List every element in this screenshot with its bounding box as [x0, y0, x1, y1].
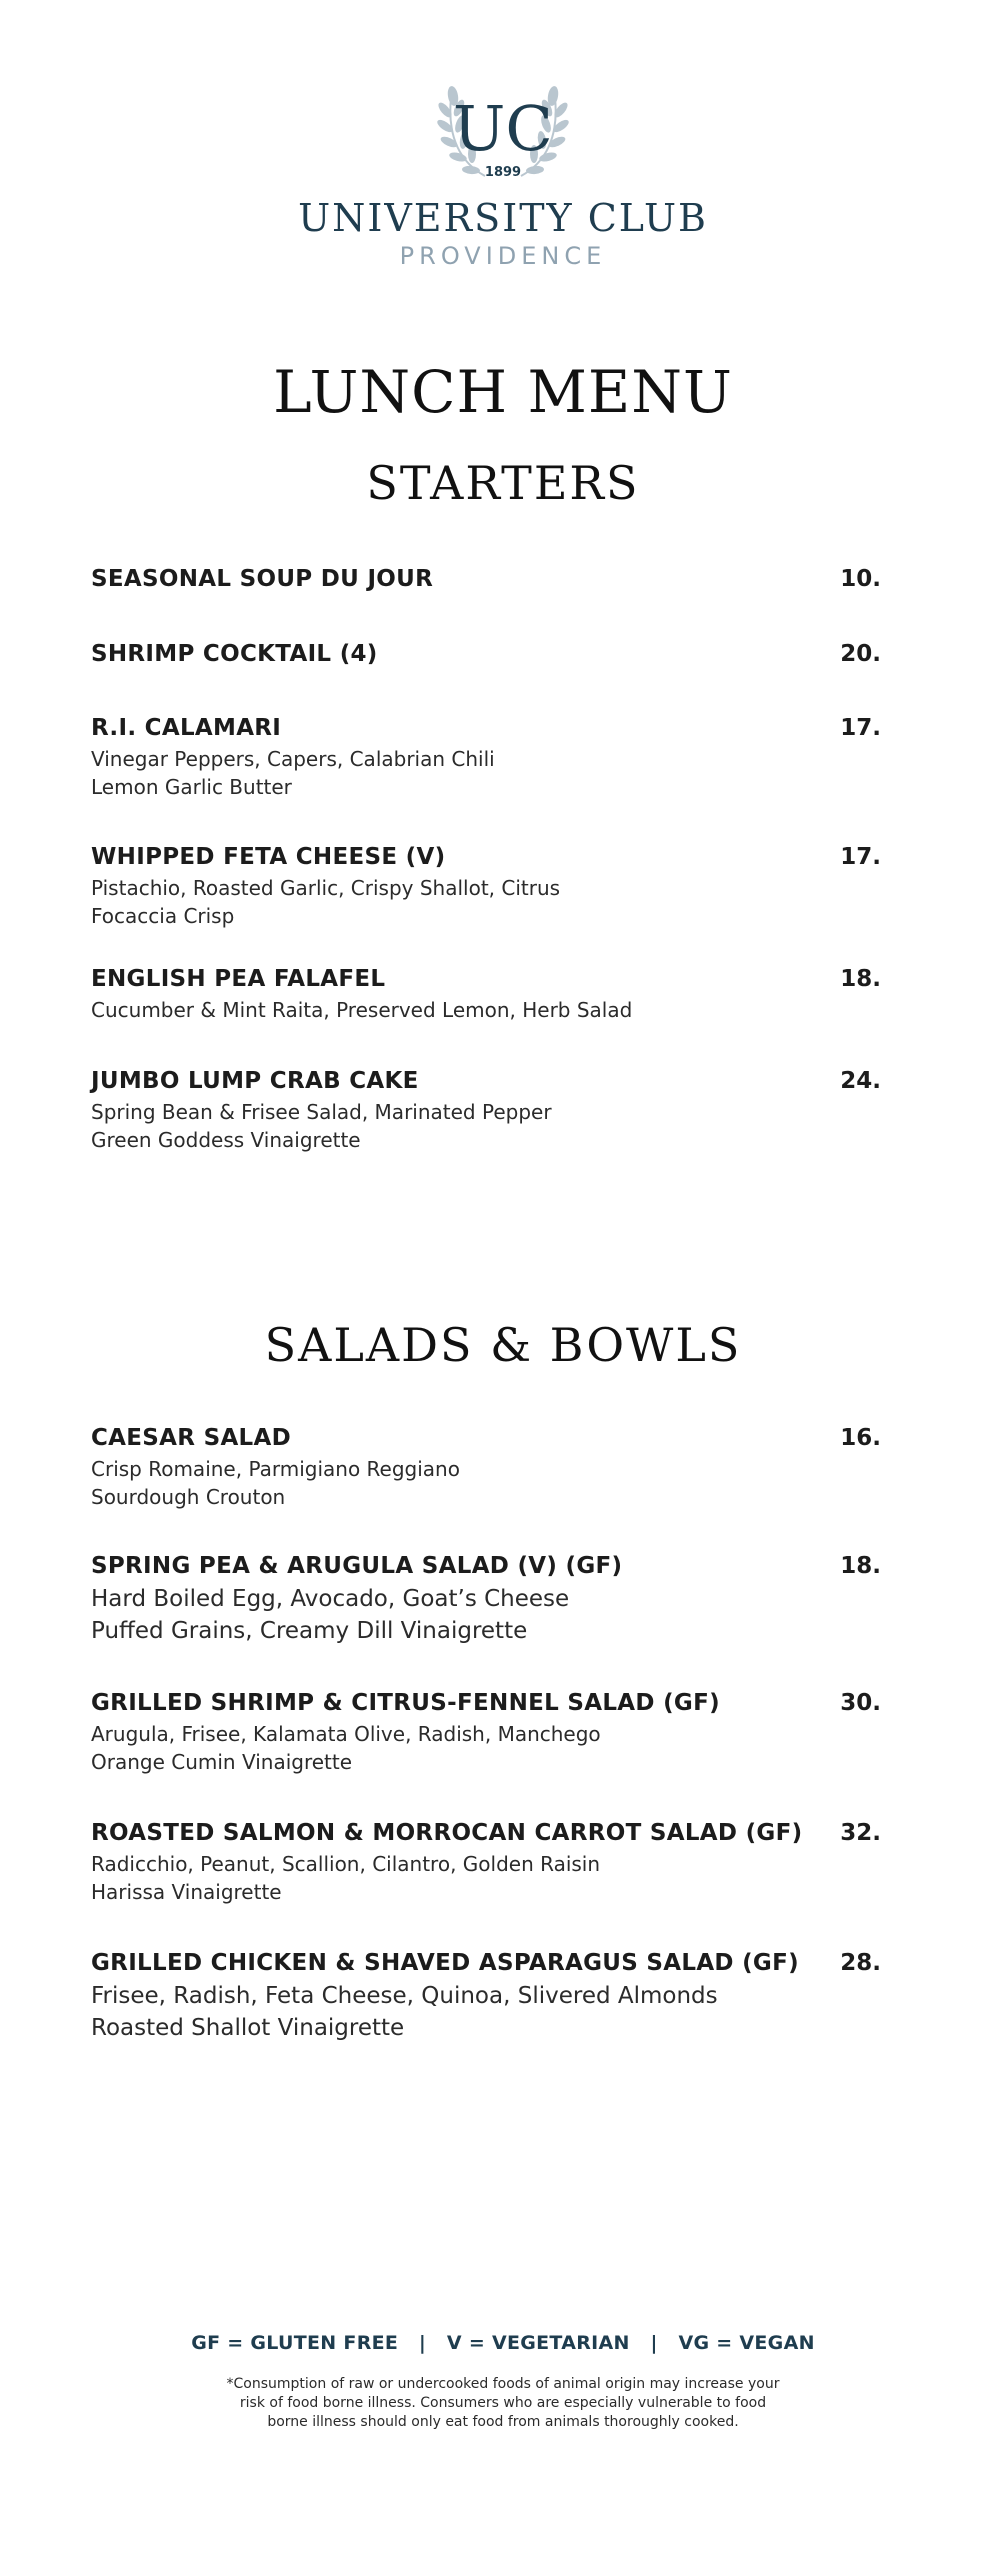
item-name: WHIPPED FETA CHEESE (V): [91, 844, 446, 870]
menu-title: LUNCH MENU: [273, 358, 733, 426]
menu-item: [91, 1690, 881, 1776]
svg-text:UC: UC: [453, 92, 553, 165]
food-safety-disclaimer: [193, 2375, 813, 2432]
item-description: Orange Cumin Vinaigrette: [91, 1750, 353, 1774]
item-description: Focaccia Crisp: [91, 904, 235, 928]
item-price: 28.: [840, 1950, 881, 1976]
item-name: SEASONAL SOUP DU JOUR: [91, 566, 434, 592]
item-description: Sourdough Crouton: [91, 1485, 286, 1509]
item-description: Vinegar Peppers, Capers, Calabrian Chili: [91, 747, 495, 771]
item-price: 18.: [840, 1553, 881, 1579]
disclaimer-line: *Consumption of raw or undercooked foods of animal origin may increase your: [226, 2376, 780, 2392]
item-description: Lemon Garlic Butter: [91, 775, 292, 799]
item-name: CAESAR SALAD: [91, 1425, 291, 1451]
menu-item: [91, 641, 881, 671]
logo-year: 1899: [484, 165, 522, 180]
item-price: 17.: [840, 715, 881, 741]
item-price: 20.: [840, 641, 881, 667]
item-name: GRILLED SHRIMP & CITRUS-FENNEL SALAD (GF): [91, 1690, 720, 1716]
item-price: 24.: [840, 1068, 881, 1094]
item-description: Hard Boiled Egg, Avocado, Goat’s Cheese: [91, 1586, 570, 1612]
menu-item: [91, 1068, 881, 1154]
menu-item: [91, 715, 881, 801]
item-description: Arugula, Frisee, Kalamata Olive, Radish, Manchego: [91, 1722, 601, 1746]
item-description: Cucumber & Mint Raita, Preserved Lemon, Herb Salad: [91, 998, 633, 1022]
disclaimer-line: borne illness should only eat food from animals thoroughly cooked.: [267, 2414, 739, 2430]
item-name: ROASTED SALMON & MORROCAN CARROT SALAD (GF): [91, 1820, 803, 1846]
item-price: 17.: [840, 844, 881, 870]
item-name: R.I. CALAMARI: [91, 715, 282, 741]
item-description: Harissa Vinaigrette: [91, 1880, 282, 1904]
disclaimer-line: risk of food borne illness. Consumers who are especially vulnerable to food: [239, 2395, 767, 2411]
item-price: 16.: [840, 1425, 881, 1451]
menu-item: [91, 1950, 881, 2044]
item-price: 32.: [840, 1820, 881, 1846]
dietary-legend: GF = GLUTEN FREE | V = VEGETARIAN | VG = VEGAN: [191, 2332, 815, 2354]
item-description: Crisp Romaine, Parmigiano Reggiano: [91, 1457, 460, 1481]
menu-item: [91, 966, 881, 1024]
menu-item: [91, 1553, 881, 1647]
club-name: UNIVERSITY CLUB: [298, 196, 708, 240]
menu-item: [91, 566, 881, 596]
item-price: 18.: [840, 966, 881, 992]
item-name: SHRIMP COCKTAIL (4): [91, 641, 378, 667]
menu-item: [91, 844, 881, 930]
item-name: GRILLED CHICKEN & SHAVED ASPARAGUS SALAD (GF): [91, 1950, 799, 1976]
item-name: JUMBO LUMP CRAB CAKE: [91, 1068, 419, 1094]
salads-heading: SALADS & BOWLS: [264, 1318, 742, 1372]
club-logo: [0, 58, 1006, 270]
laurel-monogram-icon: [433, 58, 573, 188]
item-name: SPRING PEA & ARUGULA SALAD (V) (GF): [91, 1553, 623, 1579]
club-city: PROVIDENCE: [399, 242, 607, 270]
item-description: Puffed Grains, Creamy Dill Vinaigrette: [91, 1618, 528, 1644]
item-description: Frisee, Radish, Feta Cheese, Quinoa, Slivered Almonds: [91, 1983, 718, 2009]
item-description: Green Goddess Vinaigrette: [91, 1128, 361, 1152]
item-description: Roasted Shallot Vinaigrette: [91, 2015, 405, 2041]
item-description: Spring Bean & Frisee Salad, Marinated Pepper: [91, 1100, 552, 1124]
menu-item: [91, 1820, 881, 1906]
item-description: Pistachio, Roasted Garlic, Crispy Shallot, Citrus: [91, 876, 561, 900]
item-price: 30.: [840, 1690, 881, 1716]
item-price: 10.: [840, 566, 881, 592]
item-description: Radicchio, Peanut, Scallion, Cilantro, Golden Raisin: [91, 1852, 601, 1876]
starters-heading: STARTERS: [366, 456, 640, 510]
menu-item: [91, 1425, 881, 1511]
item-name: ENGLISH PEA FALAFEL: [91, 966, 386, 992]
